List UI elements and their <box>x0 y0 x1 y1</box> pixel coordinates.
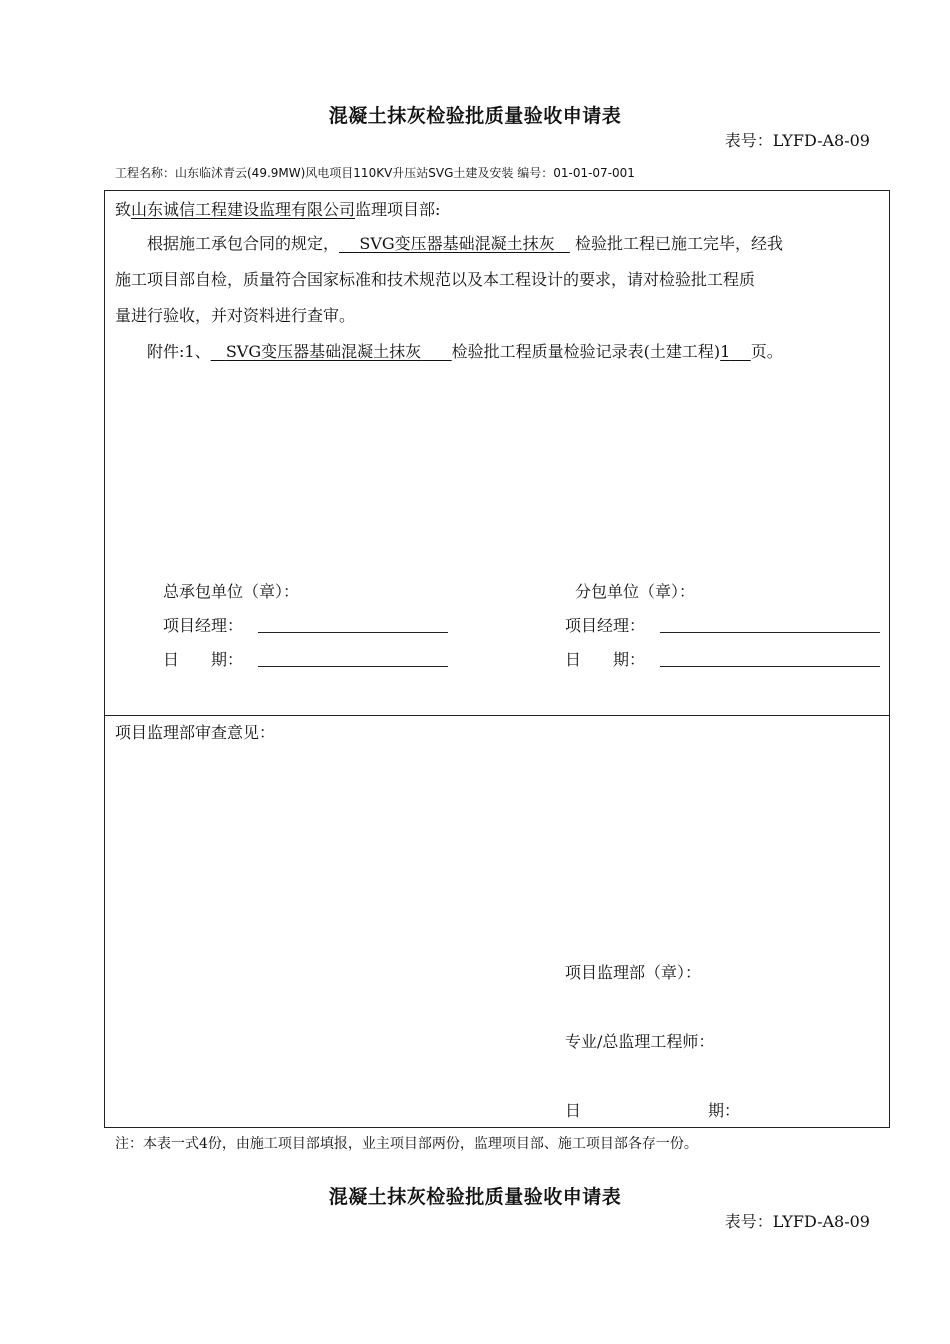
attach-work-name <box>211 342 452 361</box>
attach-work-text: SVG变压器基础混凝土抹灰 <box>225 342 422 361</box>
supervising-engineer-label: 专业/总监理工程师： <box>565 1032 715 1051</box>
attach-pages <box>720 342 751 361</box>
project-manager-label-right: 项目经理： <box>565 616 646 635</box>
form-note: 注：本表一式4份，由施工项目部填报，业主项目部两份，监理项目部、施工项目部各存一份。 <box>115 1136 698 1152</box>
addressee-prefix: 致 <box>115 200 132 219</box>
body-paragraph-line1 <box>147 231 783 254</box>
attach-prefix: 附件:1、 <box>147 342 211 361</box>
body-paragraph-line3: 量进行验收，并对资料进行查审。 <box>115 306 356 325</box>
main-contractor-label: 总承包单位（章）： <box>163 582 300 601</box>
addressee-line <box>115 197 440 220</box>
para-after: 检验批工程已施工完毕，经我 <box>575 234 784 253</box>
date-label-left: 日 期： <box>163 650 244 669</box>
attach-pages-text: 1 <box>720 342 731 361</box>
form-number: 表号：LYFD-A8-09 <box>724 131 870 150</box>
attachment-line <box>147 339 783 362</box>
attach-suffix: 页。 <box>750 342 783 361</box>
project-info-line: 工程名称：山东临沭青云(49.9MW)风电项目110KV升压站SVG土建及安装 编号：01-01-07-001 <box>115 166 635 180</box>
para-work-text: SVG变压器基础混凝土抹灰 <box>359 234 555 253</box>
project-manager-signature-right[interactable] <box>660 632 880 633</box>
para-work-name <box>339 234 570 253</box>
application-section <box>104 190 890 716</box>
form2-title: 混凝土抹灰检验批质量验收申请表 <box>328 1186 622 1208</box>
date-label-right: 日 期： <box>565 650 646 669</box>
project-manager-signature-left[interactable] <box>258 632 448 633</box>
date-field-left[interactable] <box>258 666 448 667</box>
review-date-label-char1: 日 <box>565 1101 582 1120</box>
body-paragraph-line2: 施工项目部自检，质量符合国家标准和技术规范以及本工程设计的要求，请对检验批工程质 <box>115 270 756 289</box>
attach-mid: 检验批工程质量检验记录表(土建工程) <box>451 342 721 361</box>
project-manager-label-left: 项目经理： <box>163 616 244 635</box>
addressee-name: 山东诚信工程建设监理有限公司 <box>131 200 356 219</box>
form2-number: 表号：LYFD-A8-09 <box>724 1212 870 1231</box>
para-start: 根据施工承包合同的规定， <box>147 234 340 253</box>
addressee-suffix: 监理项目部: <box>355 200 441 219</box>
review-opinion-label: 项目监理部审查意见： <box>115 723 276 742</box>
form-title: 混凝土抹灰检验批质量验收申请表 <box>328 105 622 127</box>
review-date-label-char2: 期： <box>708 1101 741 1120</box>
date-field-right[interactable] <box>660 666 880 667</box>
sub-contractor-label: 分包单位（章）： <box>575 582 696 601</box>
supervision-seal-label: 项目监理部（章）： <box>565 963 702 982</box>
supervision-review-section <box>104 715 890 1128</box>
